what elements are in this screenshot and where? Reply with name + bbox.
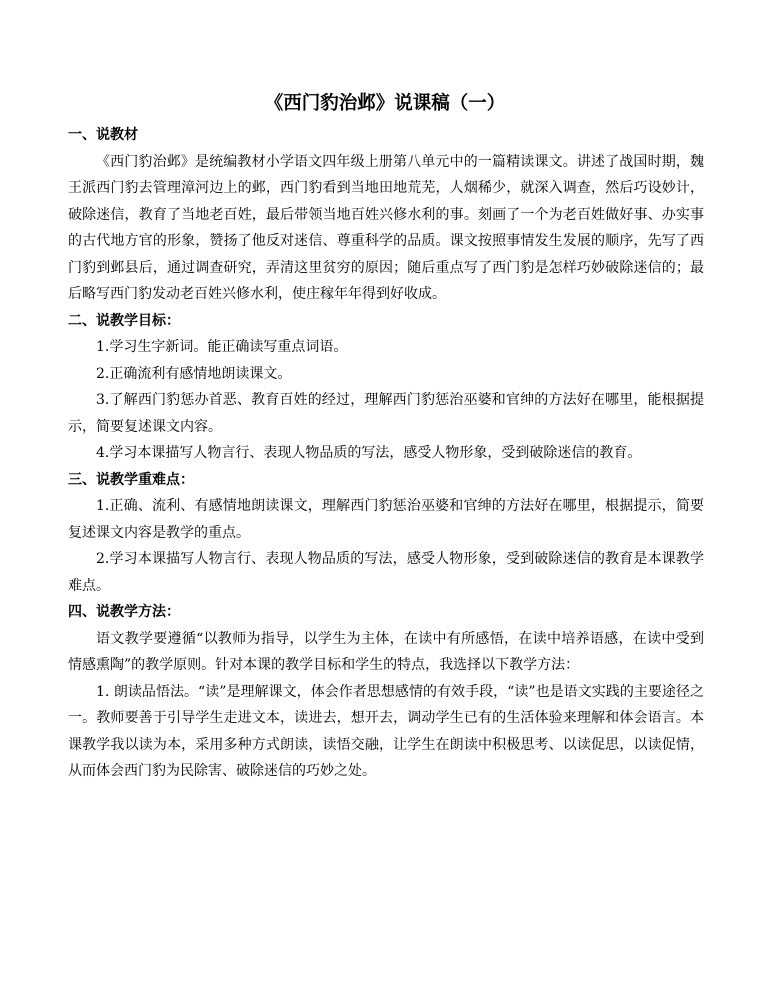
- section-heading-teaching-goals: 二、说教学目标：: [68, 312, 180, 329]
- goal-item-3: 3.了解西门豹惩办首恶、教育百姓的经过，理解西门豹惩治巫婆和官绅的方法好在哪里，能根据提示，简要复述课文内容。: [68, 392, 704, 435]
- paragraph-teaching-principle: 语文教学要遵循“以教师为指导，以学生为主体，在读中有所感悟，在读中培养语感，在读中受到情感熏陶”的教学原则。针对本课的教学目标和学生的特点，我选择以下教学方法：: [68, 630, 704, 673]
- goal-item-2: 2.正确流利有感情地朗读课文。: [96, 365, 292, 382]
- document-body: [68, 122, 704, 785]
- section-heading-teaching-material: 一、说教材: [68, 127, 138, 143]
- goal-item-1: 1.学习生字新词。能正确读写重点词语。: [96, 339, 348, 355]
- section-heading-teaching-methods: 四、说教学方法：: [68, 604, 180, 620]
- goal-item-4: 4.学习本课描写人物言行、表现人物品质的写法，感受人物形象，受到破除迷信的教育。: [96, 445, 642, 461]
- key-point-item-1: 1.正确、流利、有感情地朗读课文，理解西门豹惩治巫婆和官绅的方法好在哪里，根据提示，简要复述课文内容是教学的重点。: [68, 498, 704, 541]
- key-point-item-2: 2.学习本课描写人物言行、表现人物品质的写法，感受人物形象，受到破除迷信的教育是本课教学难点。: [68, 551, 704, 594]
- section-heading-key-points: 三、说教学重难点：: [68, 471, 194, 488]
- method-item-1: 1. 朗读品悟法。“读”是理解课文，体会作者思想感情的有效手段，“读”也是语文实践的主要途径之一。教师要善于引导学生走进文本，读进去，想开去，调动学生已有的生活体验来理解和体会语言。本课教学我以读为本，采用多种方式朗读，读悟交融，让学生在朗读中积极思考、以读促思，以读促情，从而体会西门豹为民除害、破除迷信的巧妙之处。: [68, 683, 704, 779]
- paragraph-teaching-material: 《西门豹治邺》是统编教材小学语文四年级上册第八单元中的一篇精读课文。讲述了战国时期，魏王派西门豹去管理漳河边上的邺，西门豹看到当地田地荒芜，人烟稀少，就深入调查，然后巧设妙计，破除迷信，教育了当地老百姓，最后带领当地百姓兴修水利的事。刻画了一个为老百姓做好事、办实事的古代地方官的形象，赞扬了他反对迷信、尊重科学的品质。课文按照事情发生发展的顺序，先写了西门豹到邺县后，通过调查研究，弄清这里贫穷的原因；随后重点写了西门豹是怎样巧妙破除迷信的；最后略写西门豹发动老百姓兴修水利，使庄稼年年得到好收成。: [68, 153, 704, 302]
- page-title: 《西门豹治邺》说课稿（一）: [264, 93, 506, 114]
